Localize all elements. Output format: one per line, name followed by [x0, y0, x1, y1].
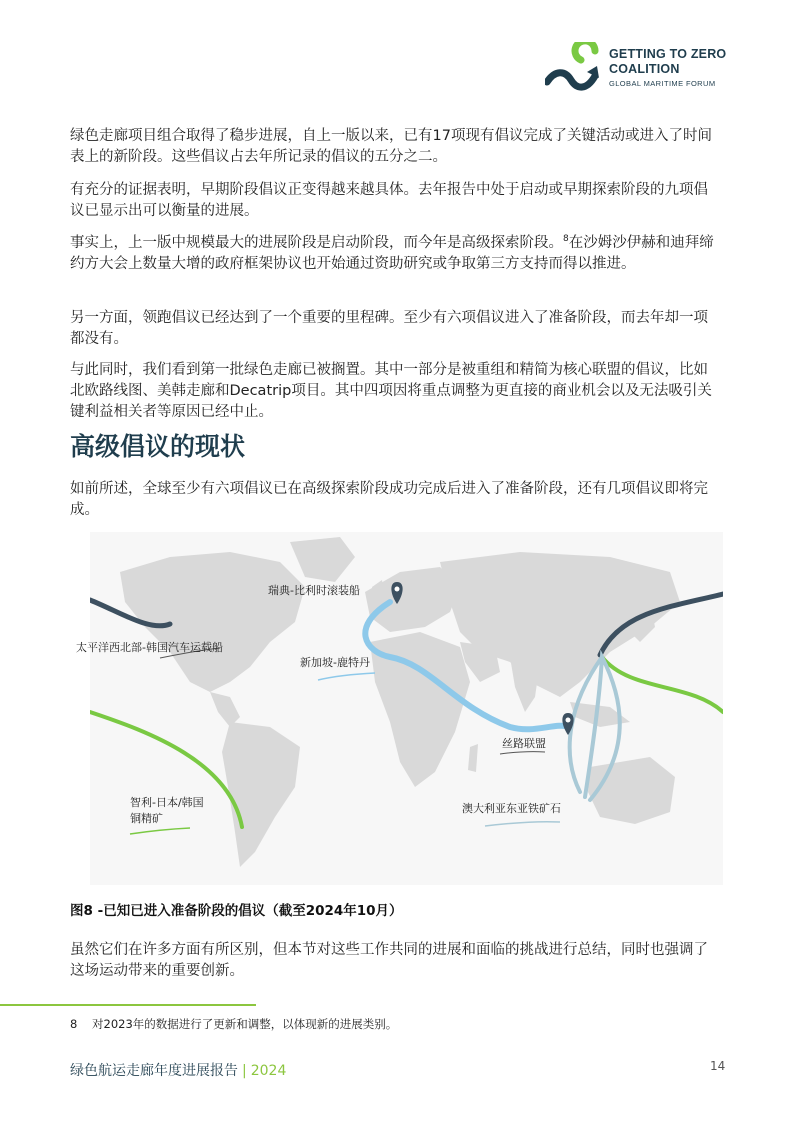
map-label-sweden-belgium: 瑞典-比利时滚装船 [268, 584, 360, 597]
paragraph-stages-part2: 在沙姆沙伊赫和迪拜缔约方大会上数量大增的政府框架协议也开始通过资助研究或争取第三方支持而得以推进。 [70, 235, 714, 272]
map-label-silk-road: 丝路联盟 [502, 737, 546, 750]
map-label-chile-japan-line1: 智利-日本/韩国 [130, 796, 204, 809]
figure-caption: 图8 -已知已进入准备阶段的倡议（截至2024年10月） [70, 903, 403, 919]
footnote [70, 1016, 397, 1032]
paragraph-advanced: 如前所述，全球至少有六项倡议已在高级探索阶段成功完成后进入了准备阶段，还有几项倡议即将完成。 [70, 481, 708, 518]
label-stroke-singapore [318, 673, 375, 680]
section-title: 高级倡议的现状 [70, 432, 246, 461]
footer-report-title [70, 1060, 286, 1080]
footnote-divider [0, 1004, 256, 1006]
world-map [90, 532, 723, 885]
paragraph-progress: 绿色走廊项目组合取得了稳步进展，自上一版以来，已有17项现有倡议完成了关键活动或进入了时间表上的新阶段。这些倡议占去年所记录的倡议的五分之二。 [70, 128, 712, 165]
route-chile-japan-right [602, 657, 723, 712]
land-south-america [222, 722, 300, 867]
map-label-australia-east-asia: 澳大利亚东亚铁矿石 [462, 802, 561, 815]
paragraph-milestone: 另一方面，领跑倡议已经达到了一个重要的里程碑。至少有六项倡议进入了准备阶段，而去年却一项都没有。 [70, 310, 708, 347]
footer-year: 2024 [250, 1063, 287, 1079]
coalition-logo-icon [545, 42, 605, 94]
land-australia [588, 757, 675, 824]
coalition-logo [545, 42, 745, 94]
land-central-america [210, 692, 240, 727]
land-madagascar [468, 744, 478, 772]
map-label-chile-japan-line2: 铜精矿 [130, 812, 163, 825]
land-greenland [290, 537, 355, 582]
paragraph-stages [70, 233, 720, 275]
world-map-figure [76, 532, 723, 885]
map-label-nw-pacific: 太平洋西北部-韩国汽车运载船 [76, 641, 223, 654]
paragraph-evidence: 有充分的证据表明，早期阶段倡议正变得越来越具体。去年报告中处于启动或早期探索阶段的九项倡议已显示出可以衡量的进展。 [70, 182, 708, 219]
label-stroke-silk-road [500, 752, 545, 754]
paragraph-summary: 虽然它们在许多方面有所区别，但本节对这些工作共同的进展和面临的挑战进行总结，同时也强调了这场运动带来的重要创新。 [70, 942, 708, 979]
logo-text-line1: GETTING TO ZERO [609, 47, 727, 61]
label-stroke-chile [130, 828, 190, 834]
footnote-text: 对2023年的数据进行了更新和调整，以体现新的进展类别。 [92, 1017, 398, 1031]
page-number: 14 [710, 1059, 726, 1073]
footer-title-text: 绿色航运走廊年度进展报告 [70, 1063, 238, 1079]
logo-text-line2: COALITION [609, 62, 680, 76]
map-label-singapore-rotterdam: 新加坡-鹿特丹 [300, 656, 370, 669]
footnote-ref[interactable]: 8 [563, 234, 569, 245]
footer-separator: | [242, 1063, 247, 1079]
land-india [510, 657, 540, 712]
paragraph-stages-part1: 事实上，上一版中规模最大的进展阶段是启动阶段，而今年是高级探索阶段。 [70, 235, 563, 251]
logo-text-line3: GLOBAL MARITIME FORUM [609, 79, 716, 88]
label-stroke-australia [485, 822, 560, 826]
paragraph-shelved: 与此同时，我们看到第一批绿色走廊已被搁置。其中一部分是被重组和精简为核心联盟的倡议，比如北欧路线图、美韩走廊和Decatrip项目。其中四项因将重点调整为更直接的商业机会以及无法吸引关键利益相关者等原因已经中止。 [70, 362, 712, 420]
footnote-number: 8 [70, 1017, 78, 1031]
